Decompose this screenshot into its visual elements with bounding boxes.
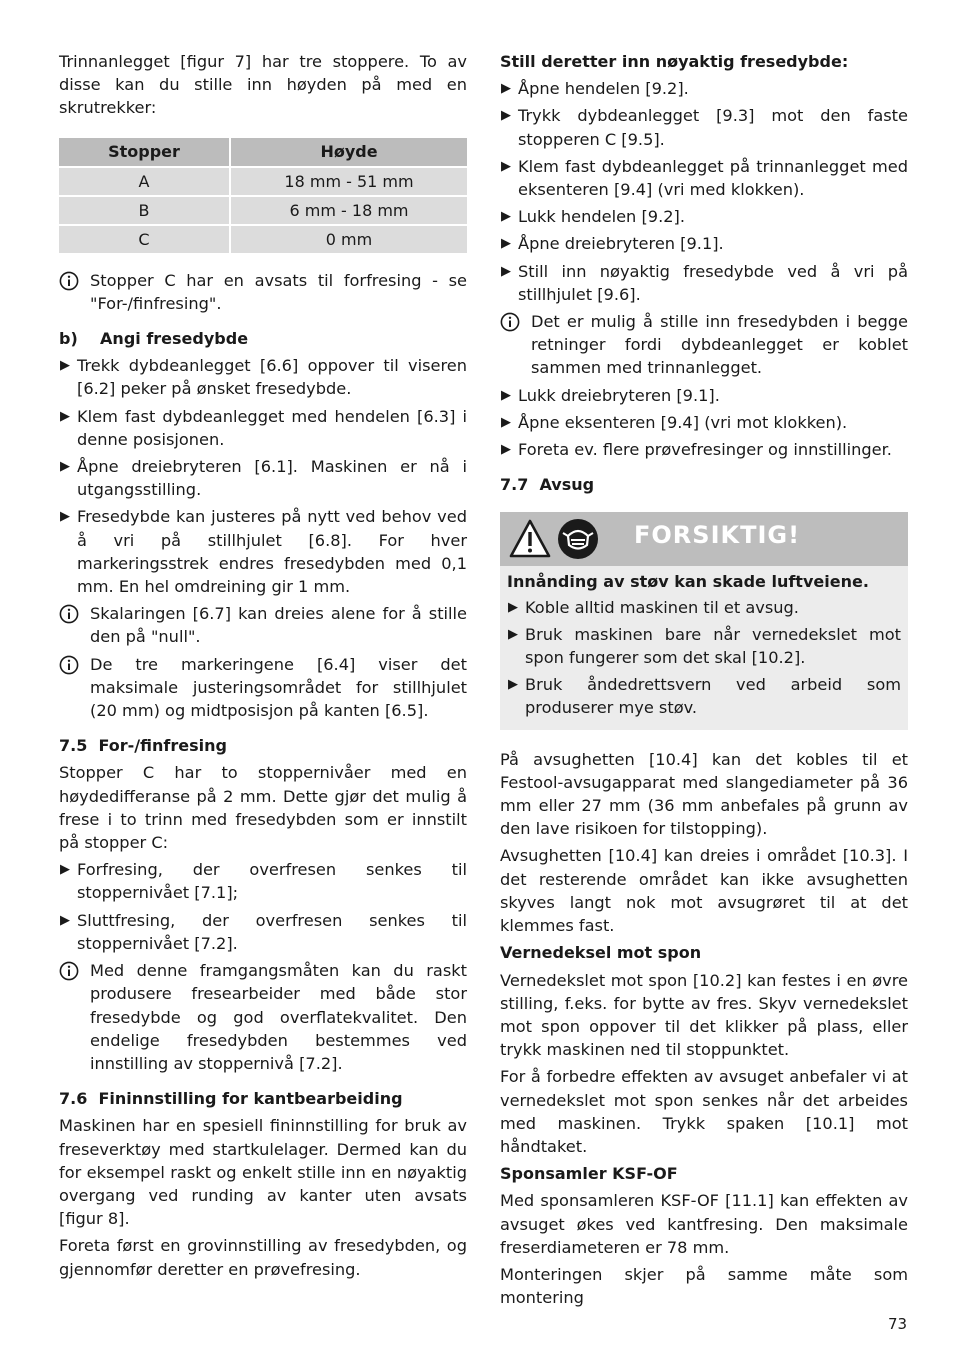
section-heading: Still deretter inn nøyaktig fresedybde: [500,52,849,71]
section-heading: Sponsamler KSF-OF [500,1164,678,1184]
arrow-icon: ▶ [501,236,511,252]
list-item: ▶ Åpne dreiebryteren [6.1]. Maskinen er nå i utgangsstilling. [60,457,467,500]
arrow-icon: ▶ [501,263,511,279]
list-item: ▶ Still inn nøyaktig fresedybde ved å vri på stillhjulet [9.6]. [501,261,908,304]
list-item: ▶ Trekk dybdeanlegget [6.6] oppover til viseren [6.2] peker på ønsket fresedybde. [60,356,467,399]
paragraph: Foreta først en grovinnstilling av fresedybden, og gjennomfør deretter en prøvefresing. [59,1236,467,1279]
arrow-icon: ▶ [501,387,511,403]
info-icon [59,961,79,981]
list-item: ▶ Bruk maskinen bare når vernedekslet mot spon fungerer som det skal [10.2]. [508,624,901,668]
info-icon [500,312,520,332]
arrow-icon: ▶ [60,862,70,878]
warning-subtitle: Innånding av støv kan skade luftveiene. [507,572,869,592]
info-icon [59,604,79,624]
warning-body [500,566,908,719]
table-cell: A [59,167,230,196]
list-item: ▶ Åpne dreiebryteren [9.1]. [500,232,908,255]
info-note [59,269,467,315]
warning-header [500,512,908,566]
list-item: ▶ Åpne hendelen [9.2]. [500,77,908,100]
list-item: ▶ Klem fast dybdeanlegget med hendelen [6.3] i denne posisjonen. [60,406,467,449]
paragraph: Avsughetten [10.4] kan dreies i området [10.3]. I det resterende området kan ikke avsughetten skyves langt nok mot avsugrøret til at det klemmes fast. [500,846,908,936]
table-cell: 18 mm - 51 mm [230,167,467,196]
info-icon [59,655,79,675]
table-row [59,167,467,196]
paragraph: På avsughetten [10.4] kan det kobles til et Festool-avsugapparat med slangediameter på 36 mm eller 27 mm (36 mm anbefales på grunn av den lave risikoen for tilstopping). [500,749,908,839]
right-column [500,50,908,1313]
table-header-hoyde: Høyde [230,138,467,167]
paragraph: Vernedekslet mot spon [10.2] kan festes i en øvre stilling, f.eks. for bytte av fres. Skyv vernedekslet mot spon oppover til det klikker på plass, eller trykk maskinen ned til stoppunktet. [500,970,908,1060]
list-item: ▶ Foreta ev. flere prøvefresinger og innstillinger. [500,438,908,461]
section-heading: Vernedeksel mot spon [500,943,702,963]
paragraph: Maskinen har en spesiell fininnstilling for bruk av freseverktøy med startkulelager. Dermed kan du for eksempel raskt og enkelt stille inn en nøyaktig overgang ved runding av kanter uten avsats [figur 8]. [59,1116,467,1229]
warning-title: FORSIKTIG! [634,521,801,550]
info-text: Det er mulig å stille inn fresedybden i begge retninger fordi dybdeanlegget er koblet sammen med trinnanlegget. [531,312,908,378]
arrow-icon: ▶ [508,599,518,615]
list-item: ▶ Trykk dybdeanlegget [9.3] mot den faste stopperen C [9.5]. [501,106,908,149]
paragraph: Monteringen skjer på samme måte som montering [500,1264,908,1308]
info-note [59,959,467,1075]
table-cell: C [59,225,230,253]
arrow-icon: ▶ [501,108,511,124]
table-cell: B [59,196,230,225]
info-text: Med denne framgangsmåten kan du raskt produsere fresearbeider med både stor fresedybde og god overflatekvalitet. Den endelige fresedybden bestemmes ved innstilling av stoppernivå [7.2]. [90,961,467,1073]
section-heading: 7.6 Fininnstilling for kantbearbeiding [59,1089,403,1109]
arrow-icon: ▶ [501,442,511,458]
list-item: ▶ Åpne eksenteren [9.4] (vri mot klokken). [500,411,908,434]
list-item: ▶ Lukk hendelen [9.2]. [500,205,908,228]
page-number: 73 [888,1315,908,1333]
arrow-icon: ▶ [501,81,511,97]
arrow-icon: ▶ [60,912,70,928]
arrow-icon: ▶ [501,414,511,430]
section-heading: 7.5 For-/finfresing [59,736,227,756]
info-text: Stopper C har en avsats til forfresing - se "For-/finfresing". [90,270,467,313]
arrow-icon: ▶ [60,459,70,475]
respirator-mask-icon [557,518,599,560]
table-header-row [59,138,467,167]
table-header-stopper: Stopper [59,138,230,167]
arrow-icon: ▶ [60,509,70,525]
info-note [59,602,467,648]
list-item: ▶ Koble alltid maskinen til et avsug. [507,596,901,619]
list-item: ▶ Sluttfresing, der overfresen senkes til stoppernivået [7.2]. [60,910,467,953]
arrow-icon: ▶ [501,209,511,225]
paragraph: For å forbedre effekten av avsuget anbefaler vi at vernedekslet mot spon senkes når det arbeides med maskinen. Trykk spaken [10.1] mot håndtaket. [500,1067,908,1156]
arrow-icon: ▶ [508,677,518,693]
arrow-icon: ▶ [508,626,518,642]
left-column [59,50,467,1285]
warning-box [500,512,908,729]
arrow-icon: ▶ [501,158,511,174]
warning-triangle-icon [508,518,552,560]
paragraph: Med sponsamleren KSF-OF [11.1] kan effekten av avsuget økes ved kantfresing. Den maksimale freserdiameteren er 78 mm. [500,1191,908,1257]
info-note [59,653,467,723]
paragraph: Stopper C har to stoppernivåer med en høydedifferanse på 2 mm. Dette gjør det mulig å frese i to trinn med fresedybden som er innstilt på stopper C: [59,763,467,853]
stopper-table [59,138,467,253]
info-text: Skalaringen [6.7] kan dreies alene for å stille den på "null". [90,604,467,647]
info-note [500,310,908,380]
arrow-icon: ▶ [60,358,70,374]
arrow-icon: ▶ [60,408,70,424]
list-item: ▶ Klem fast dybdeanlegget på trinnanlegget med eksenteren [9.4] (vri med klokken). [501,156,908,200]
list-item: ▶ Forfresing, der overfresen senkes til stoppernivået [7.1]; [60,860,467,903]
list-item: ▶ Lukk dreiebryteren [9.1]. [500,384,908,407]
info-icon [59,271,79,291]
table-cell: 0 mm [230,225,467,253]
list-item: ▶ Bruk åndedrettsvern ved arbeid som produserer mye støv. [508,675,901,718]
intro-paragraph: Trinnanlegget [figur 7] har tre stoppere. To av disse kan du stille inn høyden på med en skrutrekker: [59,52,467,118]
table-row [59,225,467,253]
table-cell: 6 mm - 18 mm [230,196,467,225]
section-heading: 7.7 Avsug [500,475,595,495]
section-heading: b) Angi fresedybde [59,329,249,349]
list-item: ▶ Fresedybde kan justeres på nytt ved behov ved å vri på stillhjulet [6.8]. For hver markeringsstrek endres fresedybden med 0,1 mm. En hel omdreining gir 1 mm. [60,507,467,597]
table-row [59,196,467,225]
info-text: De tre markeringene [6.4] viser det maksimale justeringsområdet for stillhjulet (20 mm) og midtposisjon på kanten [6.5]. [90,654,467,721]
